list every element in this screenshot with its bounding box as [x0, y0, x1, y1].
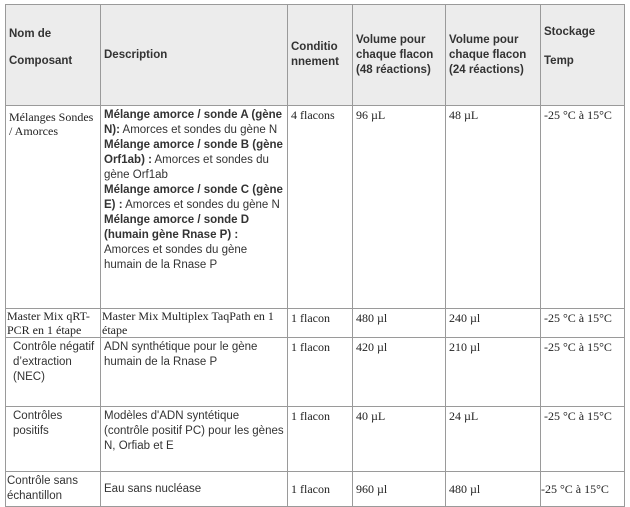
table-row [6, 338, 625, 407]
probe-item [104, 138, 284, 183]
probe-title: Mélange amorce / sonde D (humain gène Rnase P) : [104, 214, 250, 241]
storage-temp-value: -25 °C à 15°C [541, 106, 625, 309]
conditionnement-value: 1 flacon [288, 472, 353, 507]
header-row [6, 5, 625, 106]
storage-temp-value: -25 °C à 15°C [541, 472, 625, 507]
volume-24-value: 240 µl [446, 309, 541, 338]
probe-item [104, 213, 284, 273]
table-row [6, 472, 625, 507]
table-row [6, 309, 625, 338]
table-row [6, 407, 625, 472]
header-storage-line1: Stockage [544, 26, 596, 38]
components-table [5, 4, 625, 507]
header-storage [541, 5, 625, 106]
storage-temp-value: -25 °C à 15°C [541, 309, 625, 338]
header-description: Description [101, 5, 288, 106]
conditionnement-value: 1 flacon [288, 309, 353, 338]
component-description: Master Mix Multiplex TaqPath en 1 étape [101, 309, 288, 338]
volume-24-value: 48 µL [446, 106, 541, 309]
probe-description: Amorces et sondes du gène Orf1ab [104, 154, 269, 181]
component-name: Contrôle sans échantillon [6, 472, 101, 507]
probe-item [104, 183, 284, 213]
volume-48-value: 420 µl [353, 338, 446, 407]
table-row [6, 106, 625, 309]
probe-title: Mélange amorce / sonde B (gène Orf1ab) : [104, 139, 283, 166]
volume-48-value: 960 µl [353, 472, 446, 507]
probe-description: Amorces et sondes du gène humain de la Rnase P [104, 244, 248, 271]
component-description [101, 106, 288, 309]
storage-temp-value: -25 °C à 15°C [541, 407, 625, 472]
header-name-line2: Composant [9, 55, 73, 67]
component-description: Modèles d'ADN syntétique (contrôle positif PC) pour les gènes N, Orfiab et E [101, 407, 288, 472]
volume-48-value: 40 µL [353, 407, 446, 472]
component-name: Contrôles positifs [6, 407, 101, 472]
component-name: Master Mix qRT-PCR en 1 étape [6, 309, 101, 338]
probe-title: Mélange amorce / sonde A (gène N): [104, 109, 283, 136]
probe-title: Mélange amorce / sonde C (gène E) : [104, 184, 283, 211]
volume-48-value: 480 µl [353, 309, 446, 338]
header-name-line1: Nom de [9, 28, 52, 40]
probe-description: Amorces et sondes du gène N [122, 199, 280, 211]
header-component-name [6, 5, 101, 106]
header-volume-24: Volume pour chaque flacon (24 réactions) [446, 5, 541, 106]
probe-item [104, 108, 284, 138]
component-description: ADN synthétique pour le gène humain de la Rnase P [101, 338, 288, 407]
header-volume-48: Volume pour chaque flacon (48 réactions) [353, 5, 446, 106]
conditionnement-value: 1 flacon [288, 407, 353, 472]
volume-48-value: 96 µL [353, 106, 446, 309]
storage-temp-value: -25 °C à 15°C [541, 338, 625, 407]
conditionnement-value: 1 flacon [288, 338, 353, 407]
header-conditionnement: Conditio nnement [288, 5, 353, 106]
header-storage-line2: Temp [544, 55, 574, 67]
component-name: Contrôle négatif d’extraction (NEC) [6, 338, 101, 407]
conditionnement-value: 4 flacons [288, 106, 353, 309]
component-name: Mélanges Sondes / Amorces [6, 106, 101, 309]
probe-description: Amorces et sondes du gène N [119, 124, 278, 136]
volume-24-value: 24 µL [446, 407, 541, 472]
component-description: Eau sans nucléase [101, 472, 288, 507]
volume-24-value: 210 µl [446, 338, 541, 407]
volume-24-value: 480 µl [446, 472, 541, 507]
